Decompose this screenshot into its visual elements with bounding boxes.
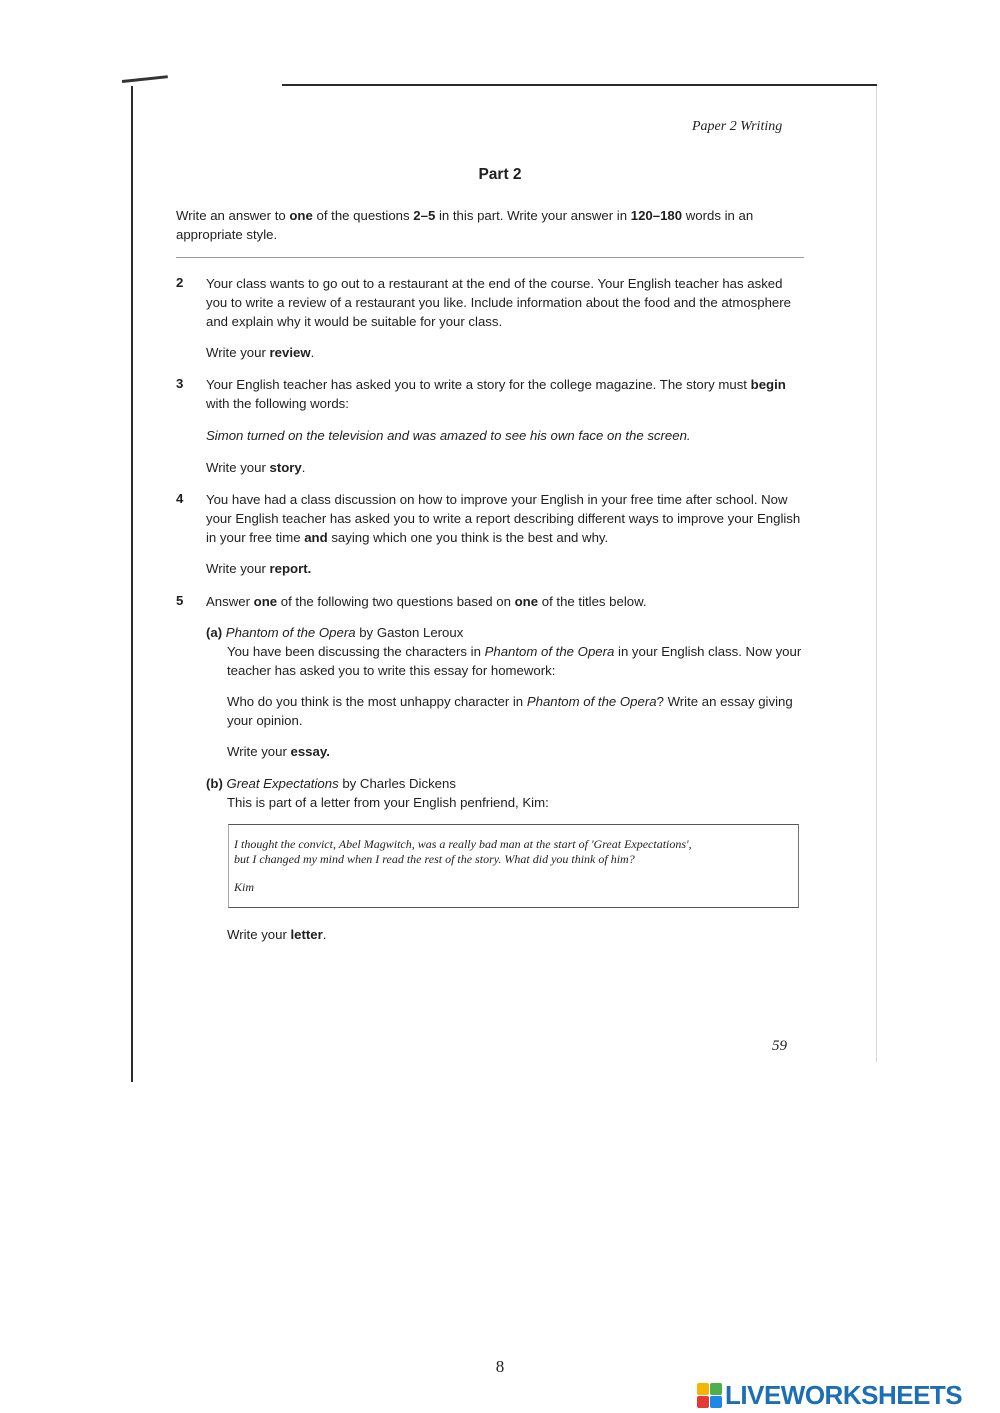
question-2-number: 2 (176, 275, 184, 290)
logo-tile (697, 1396, 709, 1408)
part-intro: Write an answer to one of the questions 2–5 in this part. Write your answer in 120–180 words in an appropriate style. (176, 208, 754, 242)
letter-line-1: I thought the convict, Abel Magwitch, was a really bad man at the start of 'Great Expectations', (234, 837, 692, 851)
logo-tiles-icon (697, 1383, 722, 1408)
question-5-number: 5 (176, 593, 184, 608)
page-left-rule (131, 86, 133, 1082)
question-2-instruction: Write your review. (206, 345, 315, 360)
logo-tile (697, 1383, 709, 1395)
question-5a-title: (a) Phantom of the Opera by Gaston Leroux (206, 625, 464, 640)
logo-tile (710, 1383, 722, 1395)
logo-text: LIVEWORKSHEETS (725, 1380, 963, 1410)
question-4-number: 4 (176, 491, 184, 506)
question-2-text: Your class wants to go out to a restaurant at the end of the course. Your English teacher has asked you to write a review of a restaurant you like. Include information about the food and the atmosphere and explain why it would be suitable for your class. (206, 276, 791, 329)
question-4-instruction: Write your report. (206, 561, 312, 576)
part-title: Part 2 (478, 166, 522, 183)
question-3-prompt: Simon turned on the television and was amazed to see his own face on the screen. (206, 428, 691, 443)
question-5-text: Answer one of the following two questions based on one of the titles below. (206, 594, 647, 609)
question-3-instruction: Write your story. (206, 460, 306, 475)
question-5b-title: (b) Great Expectations by Charles Dickens (206, 776, 456, 791)
logo-tile (710, 1396, 722, 1408)
letter-signature: Kim (234, 880, 255, 894)
question-5a-instruction: Write your essay. (227, 744, 330, 759)
question-4-text: You have had a class discussion on how to improve your English in your free time after school. Now your English teacher has asked you to write a report describing different ways to improve your English in your free time and saying which one you think is the best and why. (206, 492, 801, 545)
liveworksheets-logo (697, 1380, 962, 1411)
question-3-text: Your English teacher has asked you to write a story for the college magazine. The story must begin with the following words: (206, 377, 786, 411)
page-right-rule (876, 86, 877, 1062)
running-head: Paper 2 Writing (692, 119, 783, 134)
book-page-number: 59 (772, 1038, 787, 1054)
question-5b-instruction: Write your letter. (227, 927, 327, 942)
question-5a-essay-question: Who do you think is the most unhappy character in Phantom of the Opera? Write an essay giving your opinion. (227, 694, 793, 728)
page-corner-mark (122, 75, 168, 83)
question-5a-text: You have been discussing the characters in Phantom of the Opera in your English class. Now your teacher has asked you to write this essay for homework: (227, 644, 802, 678)
question-5b-text: This is part of a letter from your English penfriend, Kim: (227, 795, 549, 810)
page-top-rule (282, 84, 877, 86)
question-3-number: 3 (176, 376, 184, 391)
sheet-page-number: 8 (495, 1357, 505, 1376)
letter-line-2: but I changed my mind when I read the rest of the story. What did you think of him? (234, 852, 635, 866)
intro-separator (176, 257, 804, 258)
